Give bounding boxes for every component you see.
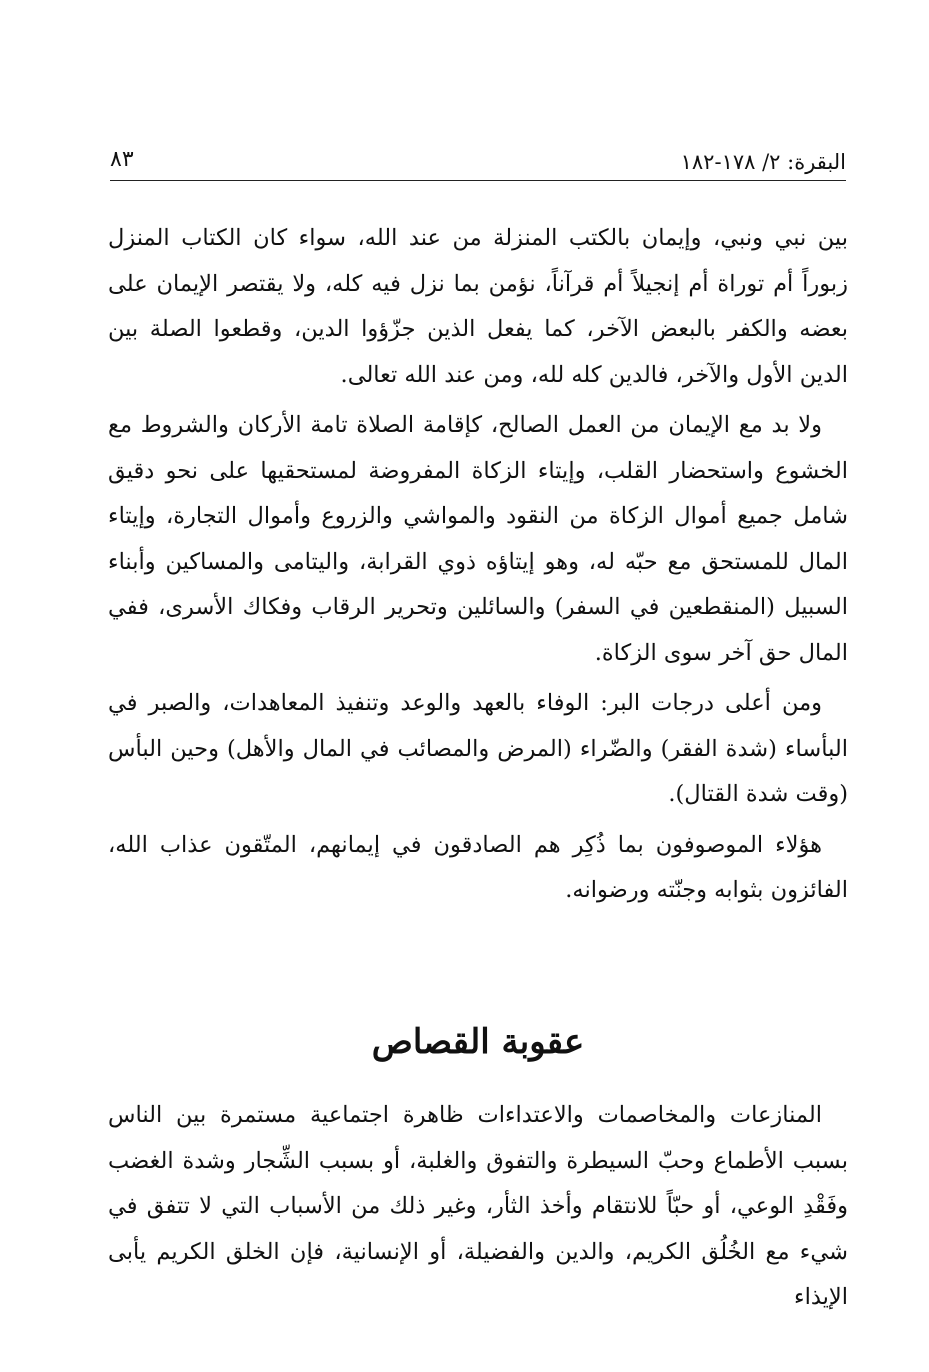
section-paragraph: المنازعات والمخاصمات والاعتداءات ظاهرة اجتماعية مستمرة بين الناس بسبب الأطماع وحبّ السيطرة والتفوق والغلبة، أو بسبب الشِّجار وشدة الغضب وفَقْدِ الوعي، أو حبّاً للانتقام وأخذ الثأر، وغير ذلك من الأسباب التي لا تتفق في شيء مع الخُلُق الكريم، والدين والفضيلة، أو الإنسانية، فإن الخلق الكريم يأبى الإيذاء [108, 1102, 848, 1310]
page-number: ٨٣ [110, 147, 134, 172]
paragraph-2: ولا بد مع الإيمان من العمل الصالح، كإقامة الصلاة تامة الأركان والشروط مع الخشوع واستحضار القلب، وإيتاء الزكاة المفروضة لمستحقيها على نحو دقيق شامل جميع أموال الزكاة من النقود والمواشي والزروع وأموال التجارة، وإيتاء المال للمستحق مع حبّه له، وهو إيتاؤه ذوي القرابة، واليتامى والمساكين وأبناء السبيل (المنقطعين في السفر) والسائلين وتحرير الرقاب وفكاك الأسرى، ففي المال حق آخر سوى الزكاة. [108, 412, 848, 666]
paragraph-1: بين نبي ونبي، وإيمان بالكتب المنزلة من عند الله، سواء كان الكتاب المنزل زبوراً أم توراة أم إنجيلاً أم قرآناً، نؤمن بما نزل فيه كله، ولا يقتصر الإيمان على بعضه والكفر بالبعض الآخر، كما يفعل الذين جزّؤوا الدين، وقطعوا الصلة بين الدين الأول والآخر، فالدين كله لله، ومن عند الله تعالى. [108, 225, 848, 388]
body-text [108, 216, 848, 919]
section-title: عقوبة القصاص [371, 1022, 585, 1062]
section-body [108, 1093, 848, 1321]
paragraph-4: هؤلاء الموصوفون بما ذُكِر هم الصادقون في إيمانهم، المتّقون عذاب الله، الفائزون بثوابه وجنّته ورضوانه. [108, 831, 848, 903]
paragraph-3: ومن أعلى درجات البر: الوفاء بالعهد والوعد وتنفيذ المعاهدات، والصبر في البأساء (شدة الفقر) والضّراء (المرض والمصائب في المال والأهل) وحين البأس (وقت شدة القتال). [108, 690, 848, 807]
page-header [110, 140, 846, 181]
running-head: البقرة: ٢/ ١٧٨-١٨٢ [680, 150, 846, 174]
